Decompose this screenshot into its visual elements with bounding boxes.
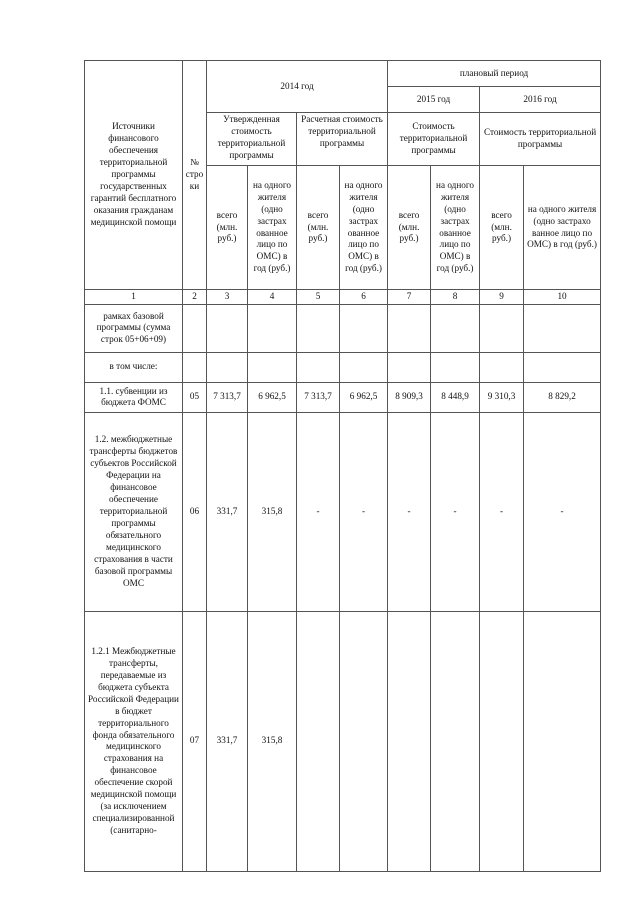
row-number (183, 352, 207, 382)
row-value (480, 352, 524, 382)
header-year-2016: 2016 год (480, 87, 601, 113)
row-value (248, 352, 297, 382)
row-value: 7 313,7 (297, 382, 340, 412)
row-number: 05 (183, 382, 207, 412)
row-value: - (340, 412, 388, 611)
column-number-row (85, 290, 601, 305)
column-number: 10 (524, 290, 601, 305)
header-total: всего (млн. руб.) (297, 166, 340, 290)
table-row (85, 611, 601, 871)
header-program-cost-2015: Стоимость территориальной программы (388, 113, 480, 166)
row-source: рамках базовой программы (сумма строк 05+06+09) (85, 304, 183, 352)
column-number: 3 (207, 290, 248, 305)
column-number: 2 (183, 290, 207, 305)
column-number: 1 (85, 290, 183, 305)
row-value (524, 304, 601, 352)
row-value (431, 611, 480, 871)
row-source: 1.1. субвенции из бюджета ФОМС (85, 382, 183, 412)
row-value (480, 304, 524, 352)
header-year-2015: 2015 год (388, 87, 480, 113)
header-per-capita: на одного жителя (одно застрах ованное лицо по ОМС) в год (руб.) (431, 166, 480, 290)
row-value: 315,8 (248, 611, 297, 871)
row-value: 315,8 (248, 412, 297, 611)
row-number: 06 (183, 412, 207, 611)
row-value: 8 909,3 (388, 382, 431, 412)
header-per-capita: на одного жителя (одно застрахо ванное лицо по ОМС) в год (руб.) (524, 166, 601, 290)
header-per-capita: на одного жителя (одно застрах ованное лицо по ОМС) в год (руб.) (248, 166, 297, 290)
column-number: 4 (248, 290, 297, 305)
row-value: 8 829,2 (524, 382, 601, 412)
row-value (480, 611, 524, 871)
row-value (248, 304, 297, 352)
row-value (207, 352, 248, 382)
header-per-capita: на одного жителя (одно застрах ованное лицо по ОМС) в год (руб.) (340, 166, 388, 290)
table-row (85, 382, 601, 412)
row-source: в том числе: (85, 352, 183, 382)
row-value (431, 304, 480, 352)
row-value: 6 962,5 (340, 382, 388, 412)
row-value: - (524, 412, 601, 611)
row-value (297, 611, 340, 871)
header-approved-cost: Утвержденная стоимость территориальной программы (207, 113, 297, 166)
row-value: 331,7 (207, 412, 248, 611)
column-number: 9 (480, 290, 524, 305)
row-number (183, 304, 207, 352)
row-source: 1.2.1 Межбюджетные трансферты, передаваемые из бюджета субъекта Российской Федерации в бюджет территориального фонда обязательного медицинского страхования на финансовое обеспечение скорой медицинской помощи (за исключением специализированной (санитарно- (85, 611, 183, 871)
column-number: 8 (431, 290, 480, 305)
header-total: всего (млн. руб.) (207, 166, 248, 290)
table-row (85, 304, 601, 352)
row-value (524, 352, 601, 382)
header-planned-period: плановый период (388, 61, 601, 87)
row-value (340, 611, 388, 871)
financing-table (84, 60, 601, 872)
table-row (85, 352, 601, 382)
row-value (297, 352, 340, 382)
table-row (85, 412, 601, 611)
row-value (340, 304, 388, 352)
row-value (340, 352, 388, 382)
row-value (388, 304, 431, 352)
row-value: 8 448,9 (431, 382, 480, 412)
header-program-cost-2016: Стоимость территориальной программы (480, 113, 601, 166)
header-source: Источники финансового обеспечения территориальной программы государственных гарантий бесплатного оказания гражданам медицинской помощи (85, 61, 183, 290)
column-number: 6 (340, 290, 388, 305)
header-calculated-cost: Расчетная стоимость территориальной программы (297, 113, 388, 166)
header-total: всего (млн. руб.) (388, 166, 431, 290)
row-value: 7 313,7 (207, 382, 248, 412)
row-value: - (297, 412, 340, 611)
row-value (388, 611, 431, 871)
row-number: 07 (183, 611, 207, 871)
row-value: - (431, 412, 480, 611)
header-total: всего (млн. руб.) (480, 166, 524, 290)
row-value: 6 962,5 (248, 382, 297, 412)
row-value: 331,7 (207, 611, 248, 871)
row-value (388, 352, 431, 382)
row-value (297, 304, 340, 352)
row-value: - (480, 412, 524, 611)
row-value (431, 352, 480, 382)
row-value (524, 611, 601, 871)
column-number: 7 (388, 290, 431, 305)
header-row-number: № стро ки (183, 61, 207, 290)
row-source: 1.2. межбюджетные трансферты бюджетов субъектов Российской Федерации на финансовое обеспечение территориальной программы обязательного медицинского страхования в части базовой программы ОМС (85, 412, 183, 611)
row-value: 9 310,3 (480, 382, 524, 412)
column-number: 5 (297, 290, 340, 305)
header-year-2014: 2014 год (207, 61, 388, 113)
row-value: - (388, 412, 431, 611)
row-value (207, 304, 248, 352)
